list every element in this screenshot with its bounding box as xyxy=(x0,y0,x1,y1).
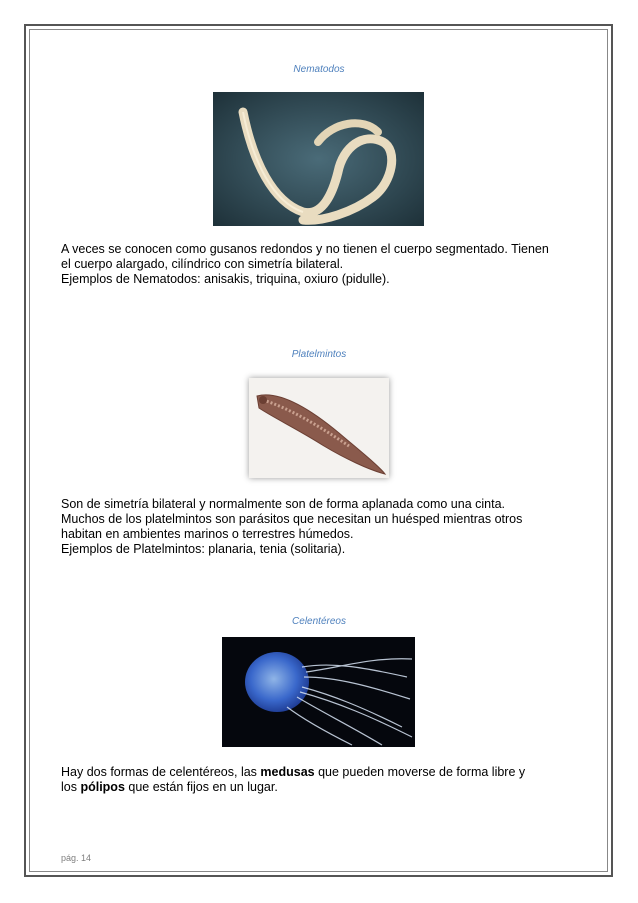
text-fragment: que están fijos en un lugar. xyxy=(124,780,278,794)
bold-term-polipos: pólipos xyxy=(80,780,125,794)
text-line: Son de simetría bilateral y normalmente son de forma aplanada como una cinta. xyxy=(61,497,505,511)
text-line xyxy=(61,765,581,780)
text-line xyxy=(61,780,581,795)
flatworm-photo xyxy=(249,378,389,478)
text-line: Ejemplos de Platelmintos: planaria, tenia (solitaria). xyxy=(61,542,346,556)
nematodos-text xyxy=(61,242,581,287)
page-number: pág. 14 xyxy=(61,853,92,863)
text-line: Muchos de los platelmintos son parásitos que necesitan un huésped mientras otros xyxy=(61,512,523,526)
text-fragment: Hay dos formas de celentéreos, las xyxy=(61,765,261,779)
caption-celentereos: Celentéreos xyxy=(292,616,346,627)
jellyfish-photo xyxy=(222,637,415,747)
caption-nematodos: Nematodos xyxy=(293,64,345,75)
text-fragment: los xyxy=(61,780,81,794)
text-line: habitan en ambientes marinos o terrestres húmedos. xyxy=(61,527,354,541)
text-line: Ejemplos de Nematodos: anisakis, triquina, oxiuro (pidulle). xyxy=(61,272,390,286)
nematode-photo xyxy=(213,92,424,226)
text-fragment: que pueden moverse de forma libre y xyxy=(314,765,526,779)
text-line: el cuerpo alargado, cilíndrico con simetría bilateral. xyxy=(61,257,344,271)
bold-term-medusas: medusas xyxy=(260,765,315,779)
platelmintos-text xyxy=(61,497,581,557)
celentereos-text xyxy=(61,765,581,795)
caption-platelmintos: Platelmintos xyxy=(291,349,347,360)
text-line: A veces se conocen como gusanos redondos y no tienen el cuerpo segmentado. Tienen xyxy=(61,242,549,256)
